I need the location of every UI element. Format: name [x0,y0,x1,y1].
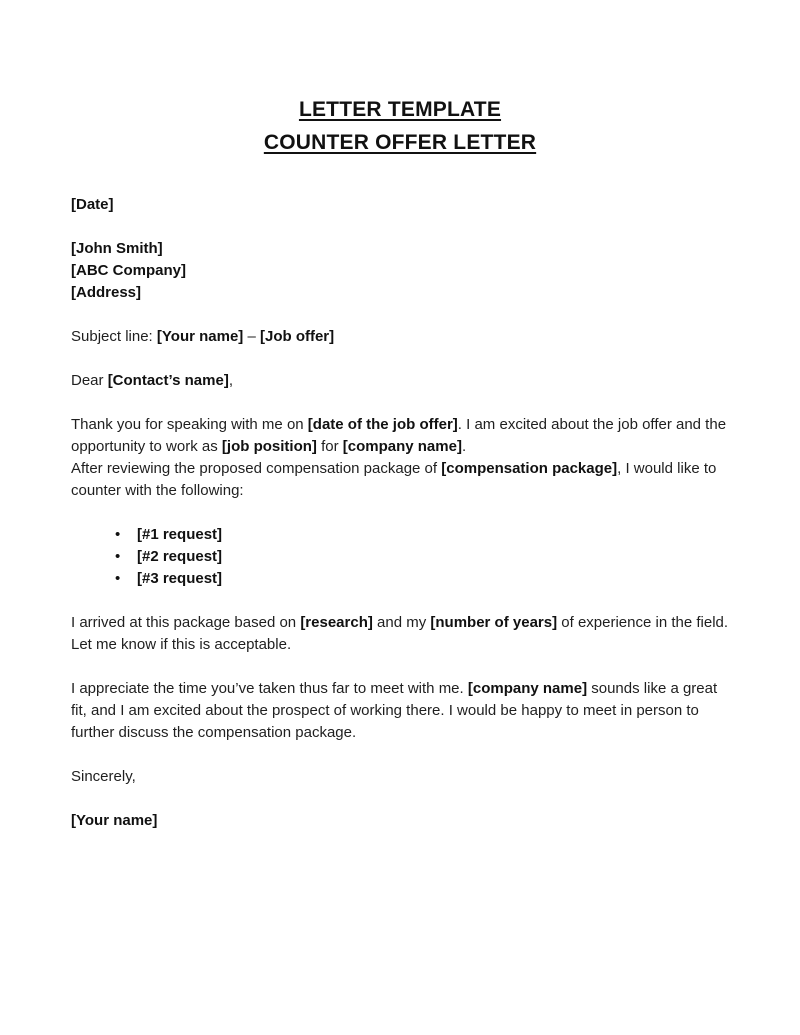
para1-text-1: Thank you for speaking with me on [71,416,308,433]
request-item [115,524,731,546]
salutation-comma: , [228,372,233,389]
request-text: [#3 request] [137,570,223,587]
signature-line [71,810,731,832]
salutation-contact: [Contact’s name] [107,372,229,389]
salutation [71,370,731,392]
bullet-icon: • [115,526,121,543]
research-placeholder: [research] [300,614,373,631]
date-placeholder: [Date] [71,196,114,213]
paragraph-counter [71,458,731,502]
subject-job-offer: [Job offer] [259,328,335,345]
bullet-icon: • [115,570,121,587]
address-line [71,282,731,304]
date-of-offer-placeholder: [date of the job offer] [307,416,458,433]
company-line [71,260,731,282]
closing: Sincerely, [71,768,136,785]
years-placeholder: [number of years] [430,614,558,631]
company-placeholder: [ABC Company] [71,262,186,279]
paragraph-thank-you [71,414,731,458]
para2-text-1: After reviewing the proposed compensation package of [71,460,442,477]
signature-placeholder: [Your name] [71,812,158,829]
request-item [115,546,731,568]
address-placeholder: [Address] [71,284,142,301]
company-name-placeholder: [company name] [342,438,462,455]
para3-text-2: and my [372,614,431,631]
request-text: [#1 request] [137,526,223,543]
subject-label: Subject line: [71,328,157,345]
letter-title: COUNTER OFFER LETTER [263,131,537,154]
para3-text-1: I arrived at this package based on [71,614,301,631]
bullet-icon: • [115,548,121,565]
request-item [115,568,731,590]
para1-text-4: . [461,438,467,455]
paragraph-appreciation [71,678,731,744]
subject-line [71,326,731,348]
para4-text-1: I appreciate the time you’ve taken thus far to meet with me. [71,680,468,697]
para1-text-2: . I am excited about the job offer and the opportunity to work as [71,416,727,455]
subject-your-name: [Your name] [156,328,244,345]
salutation-dear: Dear [71,372,108,389]
letter-body [71,194,731,832]
subject-dash: – [243,328,260,345]
request-text: [#2 request] [137,548,223,565]
request-list [71,524,731,590]
para1-text-3: for [316,438,343,455]
para4-text-2: sounds like a great fit, and I am excited about the prospect of working there. I would be happy to meet in person to further discuss the compensation package. [71,680,718,741]
job-position-placeholder: [job position] [221,438,317,455]
paragraph-justification [71,612,731,656]
recipient-name-placeholder: [John Smith] [71,240,163,257]
compensation-package-placeholder: [compensation package] [441,460,618,477]
company-name-placeholder-2: [company name] [467,680,588,697]
template-title: LETTER TEMPLATE [298,98,502,121]
recipient-name-line [71,238,731,260]
para2-text-2: , I would like to counter with the following: [71,460,717,499]
para3-text-3: of experience in the field. Let me know if this is acceptable. [71,614,729,653]
date-line [71,194,731,216]
